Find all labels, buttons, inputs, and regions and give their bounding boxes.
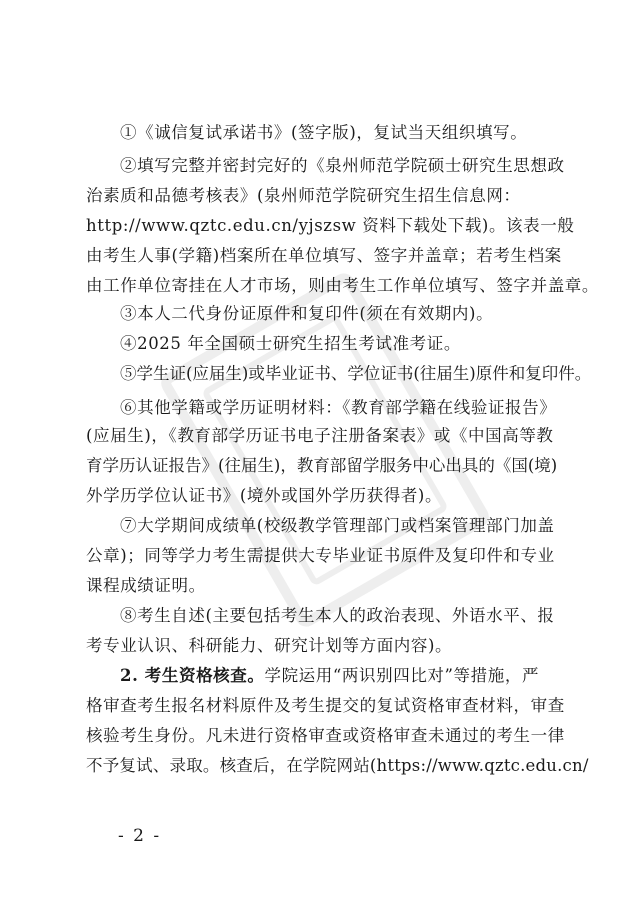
item-6-line-2: (应届生)，《教育部学历证书电子注册备案表》或《中国高等教 [86,426,554,445]
section-2-line-2: 格审查考生报名材料原件及考生提交的复试资格审查材料，审查 [86,696,565,715]
item-6-line-1: ⑥其他学籍或学历证明材料：《教育部学籍在线验证报告》 [120,398,557,417]
section-2-line-3: 核验考生身份。凡未进行资格审查或资格审查未通过的考生一律 [86,726,565,745]
item-2-line-4: 由考生人事(学籍)档案所在单位填写、签字并盖章；若考生档案 [86,246,562,265]
item-7-line-3: 课程成绩证明。 [86,576,206,595]
item-1-line-1: ①《诚信复试承诺书》(签字版)，复试当天组织填写。 [120,123,528,142]
item-8-line-1: ⑧考生自述(主要包括考生本人的政治表现、外语水平、报 [120,606,555,625]
item-2-line-2: 治素质和品德考核表》(泉州师范学院研究生招生信息网： [86,186,521,205]
item-3-line-1: ③本人二代身份证原件和复印件(须在有效期内)。 [120,304,494,323]
item-5-line-1: ⑤学生证(应届生)或毕业证书、学位证书(往届生)原件和复印件。 [120,364,592,383]
item-8-line-2: 考专业认识、科研能力、研究计划等方面内容)。 [86,636,453,655]
item-2-line-3: http://www.qztc.edu.cn/yjszsw 资料下载处下载)。该表一般 [86,216,575,235]
item-6-line-4: 外学历学位认证书》(境外或国外学历获得者)。 [86,486,443,505]
section-2-text: 学院运用“两识别四比对”等措施，严 [264,666,540,685]
item-6-line-3: 育学历认证报告》(往届生)，教育部留学服务中心出具的《国(境) [86,456,558,475]
section-2-line-4: 不予复试、录取。核查后，在学院网站(https://www.qztc.edu.cn/ [86,756,589,775]
page-number: - 2 - [118,826,162,846]
item-2-line-1: ②填写完整并密封完好的《泉州师范学院硕士研究生思想政 [120,156,565,175]
section-2-heading: 2. 考生资格核查。 [120,666,265,685]
section-2-line-1 [120,665,576,687]
item-7-line-1: ⑦大学期间成绩单(校级教学管理部门或档案管理部门加盖 [120,516,555,535]
item-2-line-5: 由工作单位寄挂在人才市场，则由考生工作单位填写、签字并盖章。 [86,276,599,295]
item-7-line-2: 公章)；同等学力考生需提供大专毕业证书原件及复印件和专业 [86,546,555,565]
item-4-line-1: ④2025 年全国硕士研究生招生考试准考证。 [120,334,461,353]
